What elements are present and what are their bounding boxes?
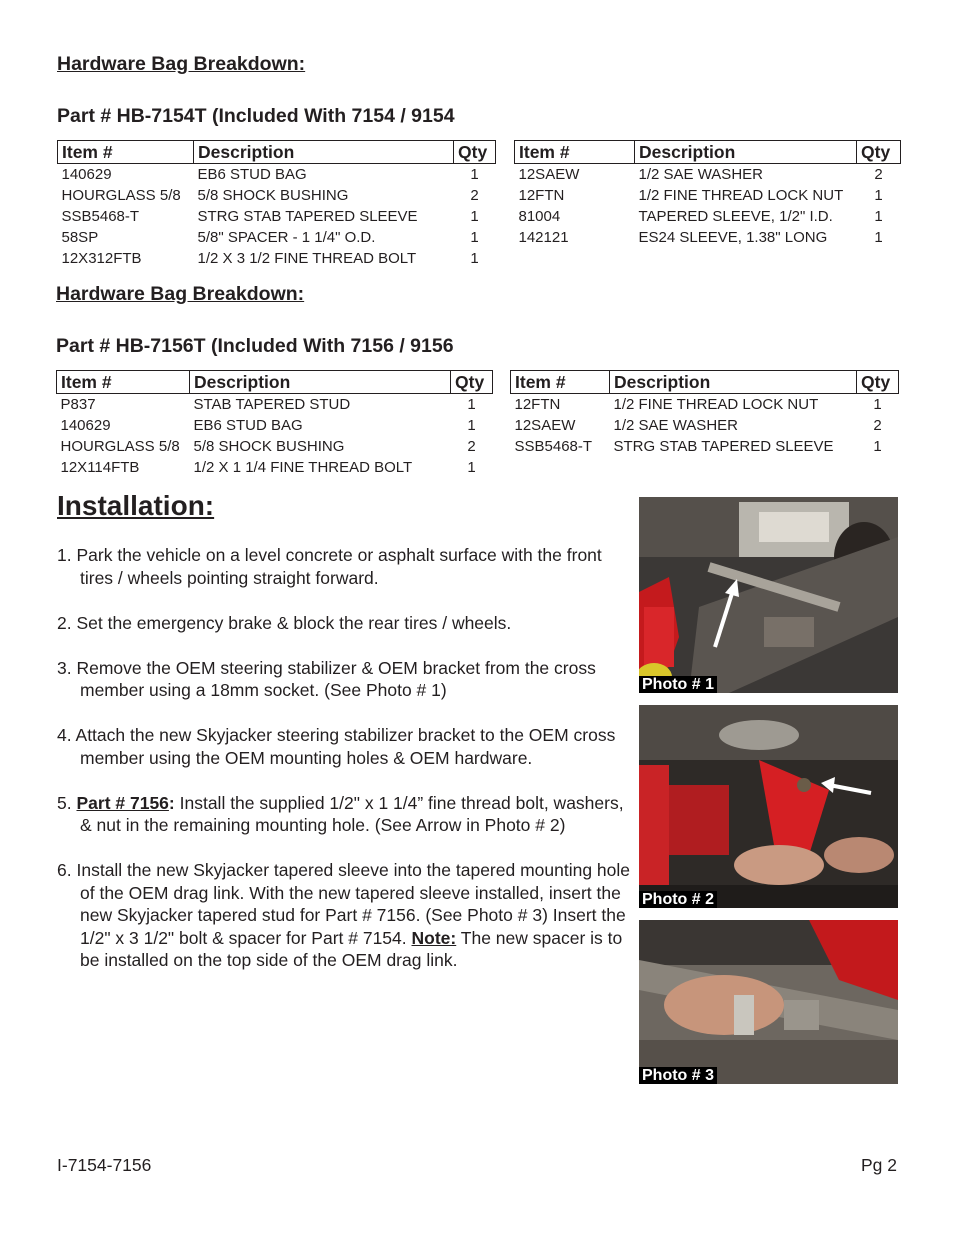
cell-item: SSB5468-T	[61, 208, 140, 225]
col-header-description: Description	[635, 141, 857, 164]
cell-item: 12SAEW	[514, 417, 576, 434]
cell-item: 142121	[518, 229, 569, 246]
cell-desc: STRG STAB TAPERED SLEEVE	[613, 438, 834, 455]
photo-3	[639, 920, 898, 1084]
photo-3-label: Photo # 3	[639, 1067, 717, 1084]
cell-desc: EB6 STUD BAG	[197, 166, 307, 183]
photo-2-label: Photo # 2	[639, 891, 717, 908]
cell-desc: 5/8 SHOCK BUSHING	[197, 187, 349, 204]
cell-qty: 1	[874, 187, 883, 204]
table-row	[58, 206, 496, 227]
cell-item: 12X312FTB	[61, 250, 142, 267]
cell-qty: 2	[470, 187, 479, 204]
cell-desc: 5/8" SPACER - 1 1/4" O.D.	[197, 229, 376, 246]
step-5: 5. Part # 7156: Install the supplied 1/2" x 1 1/4” fine thread bolt, washers, & nut in the remaining mounting hole. (See Arrow in Photo # 2)	[57, 792, 624, 835]
cell-item: P837	[60, 396, 96, 413]
col-header-qty: Qty	[857, 371, 899, 394]
cell-item: 12SAEW	[518, 166, 580, 183]
note-label: Note:	[411, 927, 457, 948]
col-header-description: Description	[194, 141, 454, 164]
step-2: 2. Set the emergency brake & block the rear tires / wheels.	[57, 612, 512, 633]
cell-item: 81004	[518, 208, 561, 225]
photo-1-label: Photo # 1	[639, 676, 717, 693]
table-row	[57, 394, 493, 416]
cell-qty: 2	[467, 438, 476, 455]
step-3: 3. Remove the OEM steering stabilizer & OEM bracket from the cross member using a 18mm socket. (See Photo # 1)	[57, 657, 596, 700]
cell-item: 12FTN	[518, 187, 565, 204]
cell-item: 140629	[60, 417, 111, 434]
part-title-hb-7156t: Part # HB-7156T (Included With 7156 / 9156	[56, 335, 454, 357]
cell-desc: 1/2 FINE THREAD LOCK NUT	[638, 187, 844, 204]
cell-desc: STRG STAB TAPERED SLEEVE	[197, 208, 418, 225]
col-header-description: Description	[190, 371, 451, 394]
table-row	[58, 185, 496, 206]
cell-desc: 1/2 SAE WASHER	[613, 417, 738, 434]
cell-qty: 1	[467, 396, 476, 413]
cell-item: 12FTN	[514, 396, 561, 413]
cell-item: 12X114FTB	[60, 459, 140, 476]
table-row	[515, 185, 901, 206]
hardware-breakdown-heading-1: Hardware Bag Breakdown:	[57, 53, 306, 75]
cell-qty: 1	[470, 166, 479, 183]
cell-qty: 1	[470, 208, 479, 225]
cell-item: SSB5468-T	[514, 438, 593, 455]
cell-qty: 1	[467, 459, 476, 476]
cell-qty: 1	[873, 438, 882, 455]
cell-desc: TAPERED SLEEVE, 1/2" I.D.	[638, 208, 833, 225]
cell-desc: EB6 STUD BAG	[193, 417, 303, 434]
cell-desc: 1/2 X 3 1/2 FINE THREAD BOLT	[197, 250, 417, 267]
cell-qty: 1	[873, 396, 882, 413]
installation-title: Installation:	[57, 490, 215, 521]
hardware-table-7156-left	[56, 370, 493, 478]
table-row	[58, 227, 496, 248]
cell-qty: 1	[470, 250, 479, 267]
col-header-qty: Qty	[451, 371, 493, 394]
table-row	[511, 415, 899, 436]
cell-qty: 1	[470, 229, 479, 246]
part-title-hb-7154t: Part # HB-7154T (Included With 7154 / 9154	[57, 105, 455, 127]
col-header-item: Item #	[57, 371, 190, 394]
table-row	[58, 248, 496, 269]
cell-item: HOURGLASS 5/8	[61, 187, 181, 204]
table-row	[515, 227, 901, 248]
cell-desc: 5/8 SHOCK BUSHING	[193, 438, 345, 455]
cell-qty: 1	[874, 208, 883, 225]
col-header-qty: Qty	[857, 141, 901, 164]
table-row	[515, 164, 901, 186]
hardware-table-7154-left	[57, 140, 496, 269]
cell-desc: ES24 SLEEVE, 1.38" LONG	[638, 229, 828, 246]
hardware-breakdown-heading-2: Hardware Bag Breakdown:	[56, 283, 305, 305]
cell-qty: 2	[873, 417, 882, 434]
part-7156-label: Part # 7156	[76, 792, 169, 813]
table-row	[57, 457, 493, 478]
step-4: 4. Attach the new Skyjacker steering stabilizer bracket to the OEM cross member using the OEM mounting holes & OEM hardware.	[57, 725, 616, 768]
cell-qty: 2	[874, 166, 883, 183]
step-1: 1. Park the vehicle on a level concrete or asphalt surface with the front tires / wheels pointing straight forward.	[57, 545, 602, 588]
col-header-item: Item #	[511, 371, 610, 394]
photo-1	[639, 497, 898, 693]
table-row	[511, 436, 899, 457]
table-row	[515, 206, 901, 227]
cell-desc: 1/2 FINE THREAD LOCK NUT	[613, 396, 819, 413]
cell-item: 140629	[61, 166, 112, 183]
cell-item: 58SP	[61, 229, 99, 246]
hardware-table-7154-right	[514, 140, 901, 248]
table-row	[57, 415, 493, 436]
col-header-item: Item #	[58, 141, 194, 164]
page-number: Pg 2	[861, 1155, 897, 1175]
hardware-table-7156-right	[510, 370, 899, 457]
cell-item: HOURGLASS 5/8	[60, 438, 180, 455]
cell-qty: 1	[467, 417, 476, 434]
cell-desc: 1/2 SAE WASHER	[638, 166, 763, 183]
cell-qty: 1	[874, 229, 883, 246]
col-header-qty: Qty	[454, 141, 496, 164]
photo-2	[639, 705, 898, 908]
col-header-item: Item #	[515, 141, 635, 164]
cell-desc: STAB TAPERED STUD	[193, 396, 351, 413]
step-6: 6. Install the new Skyjacker tapered sleeve into the tapered mounting hole of the OEM drag link. With the new tapered sleeve installed, insert the new Skyjacker tapered stud for Part # 7156. (See Photo # 3) Insert the 1/2" x 3 1/2" bolt & spacer for Part # 7154. Note: The new spacer is to be installed on the top side of the OEM drag link.	[57, 860, 631, 970]
document-id: I-7154-7156	[57, 1155, 152, 1175]
table-row	[58, 164, 496, 186]
cell-desc: 1/2 X 1 1/4 FINE THREAD BOLT	[193, 459, 413, 476]
installation-steps	[57, 544, 637, 994]
col-header-description: Description	[610, 371, 857, 394]
table-row	[57, 436, 493, 457]
table-row	[511, 394, 899, 416]
